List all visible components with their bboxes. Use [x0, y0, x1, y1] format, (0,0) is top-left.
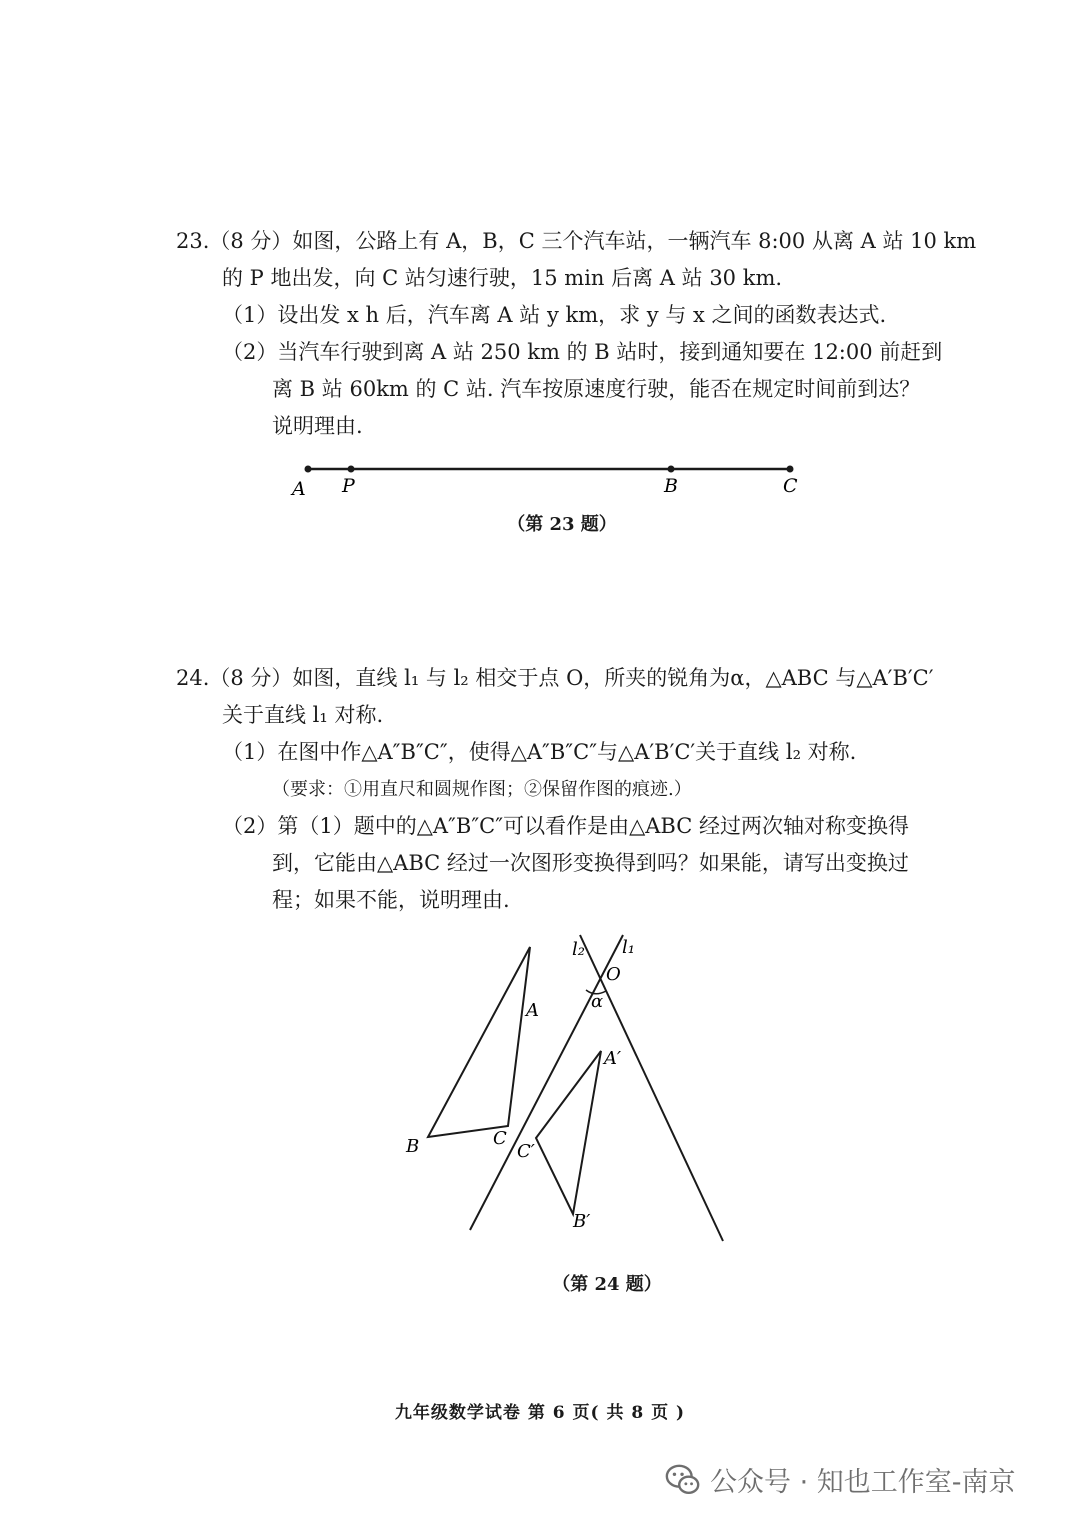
q24-figure	[380, 925, 760, 1255]
q24-stem-line2: 关于直线 l₁ 对称.	[222, 703, 384, 727]
watermark-text: 公众号 · 知也工作室-南京	[710, 1467, 1016, 1498]
label-p: P	[342, 475, 355, 497]
q24-stem-line1: 24.（8 分）如图，直线 l₁ 与 l₂ 相交于点 O，所夹的锐角为α，△ABC 与△A′B′C′	[176, 666, 934, 690]
line-l1	[580, 935, 723, 1241]
point-a	[305, 466, 312, 473]
wechat-icon	[664, 1461, 702, 1499]
label-alpha: α	[591, 991, 604, 1012]
q24-part1: （1）在图中作△A″B″C″，使得△A″B″C″与△A′B′C′关于直线 l₂ 对称.	[222, 740, 857, 764]
q23-caption: （第 23 题）	[507, 514, 617, 535]
label-a: A	[526, 1000, 539, 1021]
q23-stem-line2: 的 P 地出发，向 C 站匀速行驶，15 min 后离 A 站 30 km.	[222, 266, 783, 290]
label-a-prime: A′	[604, 1048, 622, 1069]
q24-requirement: （要求：①用直尺和圆规作图；②保留作图的痕迹.）	[272, 779, 692, 800]
q24-part2-line2: 到，它能由△ABC 经过一次图形变换得到吗？如果能，请写出变换过	[272, 851, 909, 875]
page-footer: 九年级数学试卷 第 6 页( 共 8 页 )	[394, 1403, 686, 1423]
label-b: B	[664, 475, 678, 497]
label-b: B	[406, 1136, 420, 1157]
label-a: A	[292, 478, 306, 500]
q23-part2-line3: 说明理由.	[272, 414, 363, 438]
q24-part2-line1: （2）第（1）题中的△A″B″C″可以看作是由△ABC 经过两次轴对称变换得	[222, 814, 909, 838]
watermark	[664, 1460, 1016, 1499]
label-o: O	[606, 964, 621, 985]
label-l1: l₁	[622, 937, 635, 958]
label-b-prime: B′	[573, 1211, 591, 1232]
question-24	[176, 660, 946, 919]
q23-part2-line1: （2）当汽车行驶到离 A 站 250 km 的 B 站时，接到通知要在 12:00 前赶到	[222, 340, 943, 364]
label-c: C	[493, 1128, 507, 1149]
q24-part2-line3: 程；如果不能，说明理由.	[272, 888, 510, 912]
q23-part2-line2: 离 B 站 60km 的 C 站. 汽车按原速度行驶，能否在规定时间前到达？	[272, 377, 921, 401]
label-c: C	[783, 475, 798, 497]
q24-caption: （第 24 题）	[552, 1274, 662, 1295]
triangle-a1b1c1	[536, 1051, 601, 1214]
point-p	[348, 466, 355, 473]
point-b	[668, 466, 675, 473]
q23-figure	[280, 455, 820, 500]
label-c-prime: C′	[517, 1141, 535, 1162]
point-c	[787, 466, 794, 473]
q23-part1: （1）设出发 x h 后，汽车离 A 站 y km，求 y 与 x 之间的函数表达式.	[222, 303, 887, 327]
q23-stem-line1: 23.（8 分）如图，公路上有 A，B，C 三个汽车站，一辆汽车 8:00 从离 A 站 10 km	[176, 229, 977, 253]
question-23	[176, 223, 977, 445]
triangle-abc	[428, 947, 530, 1137]
label-l2: l₂	[572, 939, 585, 960]
